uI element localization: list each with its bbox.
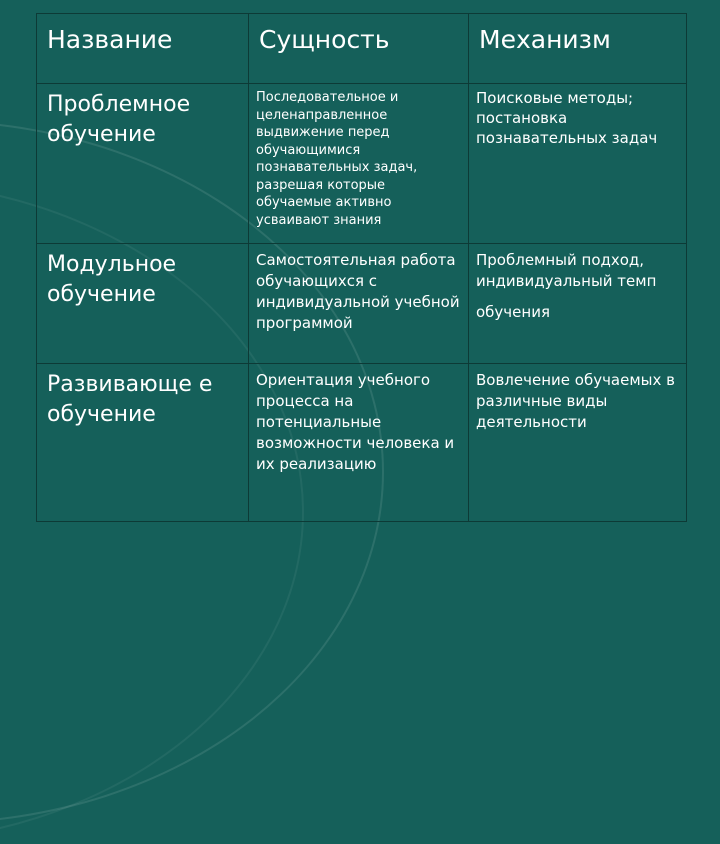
header-mechanism: Механизм	[469, 14, 687, 84]
row-mechanism: Поисковые методы; постановка познавательных задач	[469, 84, 687, 244]
table-header-row	[37, 14, 687, 84]
table-row	[37, 84, 687, 244]
row-name: Модульное обучение	[37, 244, 249, 364]
comparison-table	[36, 13, 687, 522]
row-essence: Ориентация учебного процесса на потенциальные возможности человека и их реализацию	[249, 364, 469, 522]
row-name: Развивающе е обучение	[37, 364, 249, 522]
row-essence: Последовательное и целенаправленное выдвижение перед обучающимися познавательных задач, разрешая которые обучаемые активно усваивают знания	[249, 84, 469, 244]
header-name: Название	[37, 14, 249, 84]
table-row	[37, 364, 687, 522]
row-essence: Самостоятельная работа обучающихся с индивидуальной учебной программой	[249, 244, 469, 364]
row-mechanism	[469, 244, 687, 364]
table-row	[37, 244, 687, 364]
row-mechanism-line: обучения	[476, 303, 550, 321]
row-mechanism: Вовлечение обучаемых в различные виды деятельности	[469, 364, 687, 522]
header-essence: Сущность	[249, 14, 469, 84]
row-mechanism-line: Проблемный подход, индивидуальный темп	[476, 251, 657, 290]
row-name: Проблемное обучение	[37, 84, 249, 244]
